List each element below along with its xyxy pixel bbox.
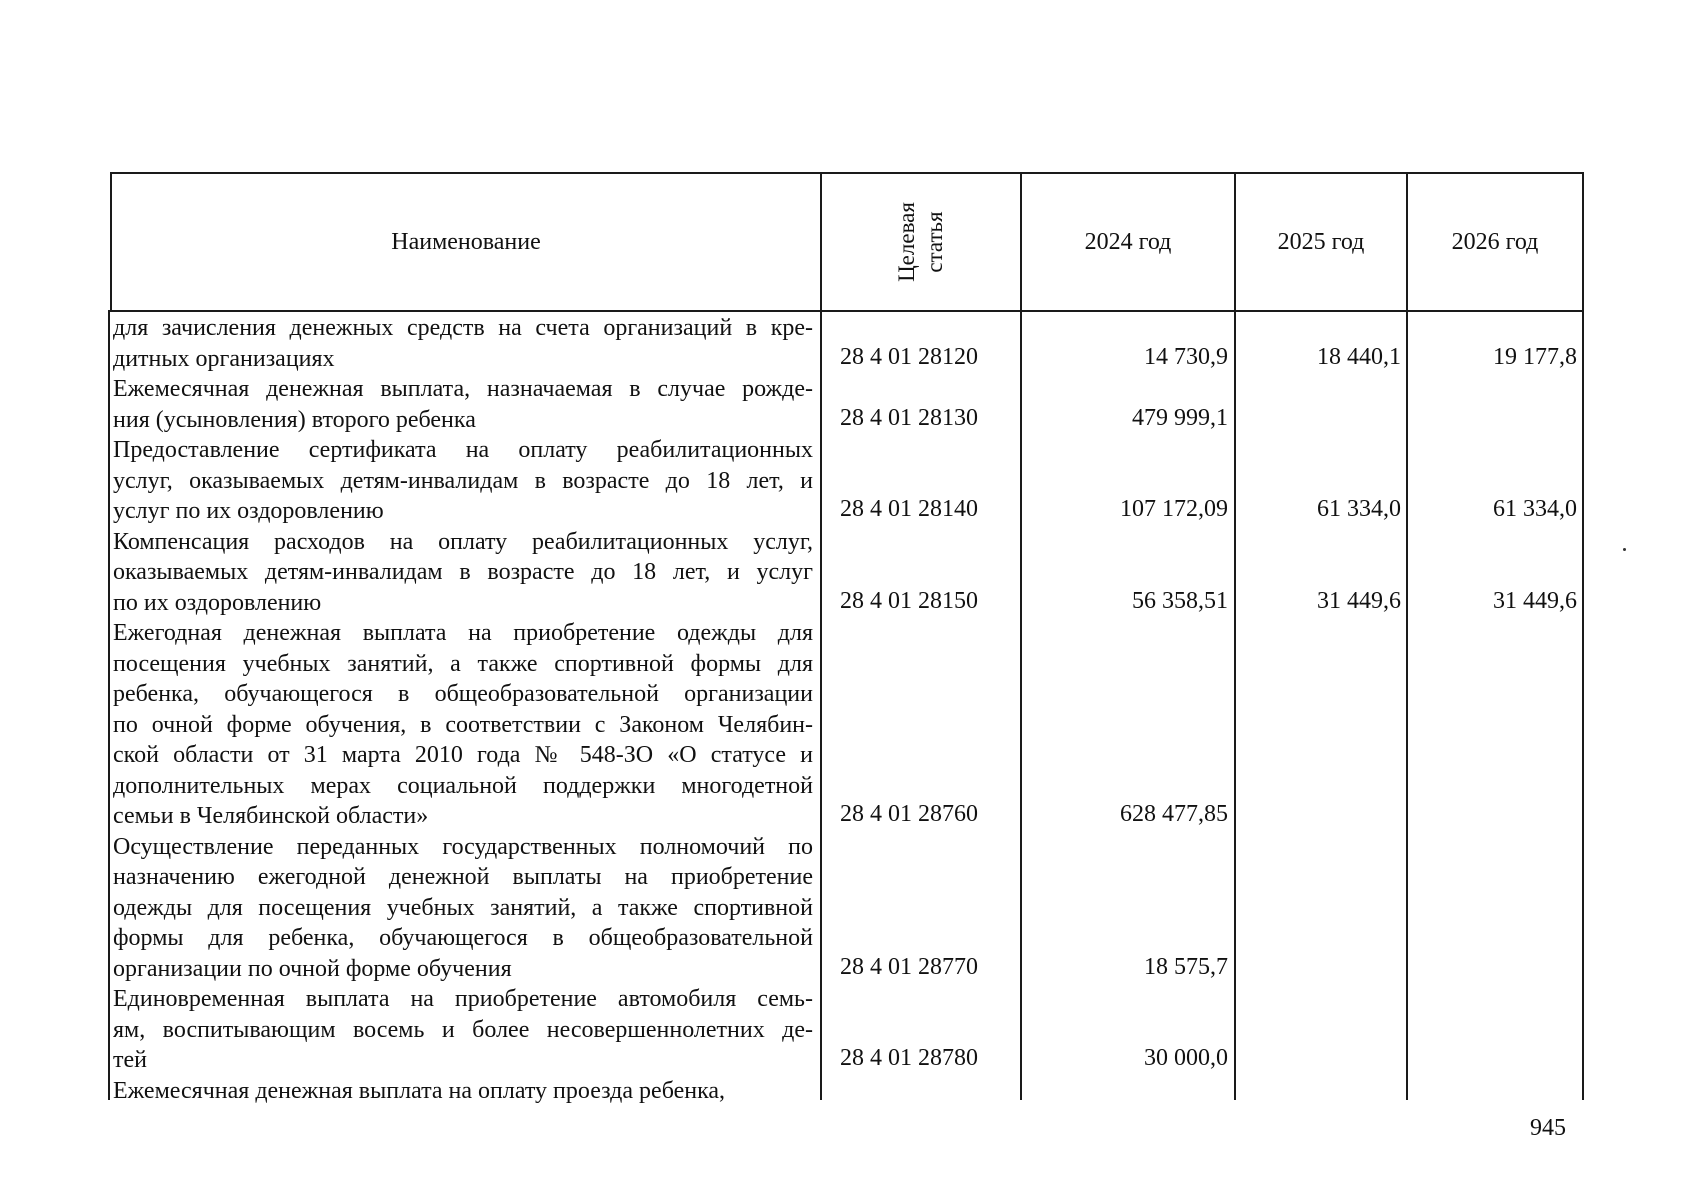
table-row xyxy=(0,313,1682,374)
target-article-code: 28 4 01 28120 xyxy=(840,343,978,370)
header-name: Наименование xyxy=(391,228,541,255)
header-target-article xyxy=(822,174,1020,310)
value-2024: 30 000,0 xyxy=(1144,1045,1228,1071)
table-row xyxy=(0,832,1682,985)
row-name-line: ния (усыновления) второго ребенка xyxy=(113,406,476,433)
target-article-code: 28 4 01 28780 xyxy=(840,1045,978,1071)
table-row xyxy=(0,527,1682,619)
row-name-line: Компенсация расходов на оплату реабилитационных услуг, xyxy=(113,528,813,555)
header-bottom-border xyxy=(110,310,1583,312)
value-2026: 31 449,6 xyxy=(1493,587,1577,614)
row-name-line: ской области от 31 марта 2010 года № 548-ЗО «О статусе и xyxy=(113,742,813,768)
row-name-line: тей xyxy=(113,1047,147,1073)
row-name-line: посещения учебных занятий, а также спортивной формы для xyxy=(113,650,813,677)
row-name-line: Осуществление переданных государственных полномочий по xyxy=(113,833,813,860)
target-article-code: 28 4 01 28760 xyxy=(840,801,978,827)
value-2024: 628 477,85 xyxy=(1120,801,1228,827)
value-2026: 19 177,8 xyxy=(1493,343,1577,370)
value-2025: 18 440,1 xyxy=(1317,343,1401,370)
row-name-line: Предоставление сертификата на оплату реабилитационных xyxy=(113,437,813,463)
row-name-line: ребенка, обучающегося в общеобразовательной организации xyxy=(113,681,813,707)
row-name-line: организации по очной форме обучения xyxy=(113,955,512,982)
value-2025: 61 334,0 xyxy=(1317,496,1401,522)
header-2025: 2025 год xyxy=(1277,228,1365,255)
value-2024: 14 730,9 xyxy=(1144,343,1228,370)
value-2026: 61 334,0 xyxy=(1493,496,1577,522)
value-2025: 31 449,6 xyxy=(1317,587,1401,614)
table-row xyxy=(0,374,1682,435)
row-name-line: дитных организациях xyxy=(113,345,335,372)
row-name-line: Единовременная выплата на приобретение автомобиля семь- xyxy=(113,986,813,1012)
header-target-line1: Целевая xyxy=(893,202,919,282)
row-name-line: Ежемесячная денежная выплата, назначаемая в случае рожде- xyxy=(113,376,813,402)
row-name-line: Ежемесячная денежная выплата на оплату проезда ребенка, xyxy=(113,1077,726,1104)
row-name xyxy=(113,984,813,1076)
row-name xyxy=(113,374,813,435)
row-name xyxy=(113,435,813,527)
row-name-line: дополнительных мерах социальной поддержки многодетной xyxy=(113,772,813,799)
target-article-code: 28 4 01 28150 xyxy=(840,587,978,614)
value-2024: 479 999,1 xyxy=(1132,404,1228,431)
row-name-line: для зачисления денежных средств на счета организаций в кре- xyxy=(113,315,813,341)
row-name-line: по их оздоровлению xyxy=(113,589,322,616)
page-number: 945 xyxy=(1530,1115,1566,1141)
row-name xyxy=(113,1076,813,1107)
scan-speck xyxy=(1623,548,1626,551)
header-2026: 2026 год xyxy=(1451,228,1539,255)
row-name xyxy=(113,313,813,374)
table-row xyxy=(0,984,1682,1076)
target-article-code: 28 4 01 28140 xyxy=(840,496,978,522)
row-name xyxy=(113,618,813,832)
target-article-code: 28 4 01 28770 xyxy=(840,953,978,980)
header-target-line2: статья xyxy=(921,211,947,273)
row-name-line: услуг по их оздоровлению xyxy=(113,498,384,524)
value-2024: 18 575,7 xyxy=(1144,953,1228,980)
row-name-line: Ежегодная денежная выплата на приобретение одежды для xyxy=(113,620,813,646)
row-name xyxy=(113,832,813,985)
row-name-line: по очной форме обучения, в соответствии с Законом Челябин- xyxy=(113,711,813,738)
row-name-line: назначению ежегодной денежной выплаты на приобретение xyxy=(113,864,813,890)
value-2024: 107 172,09 xyxy=(1120,496,1228,522)
row-name-line: семьи в Челябинской области» xyxy=(113,803,429,829)
row-name-line: услуг, оказываемых детям-инвалидам в возрасте до 18 лет, и xyxy=(113,467,813,494)
row-name xyxy=(113,527,813,619)
table-row xyxy=(0,618,1682,832)
header-2024: 2024 год xyxy=(1084,228,1172,255)
row-name-line: формы для ребенка, обучающегося в общеобразовательной xyxy=(113,925,813,951)
row-name-line: одежды для посещения учебных занятий, а также спортивной xyxy=(113,894,813,921)
table-row xyxy=(0,435,1682,527)
row-name-line: оказываемых детям-инвалидам в возрасте до 18 лет, и услуг xyxy=(113,559,813,585)
row-name-line: ям, воспитывающим восемь и более несовершеннолетних де- xyxy=(113,1016,813,1043)
table-row xyxy=(0,1076,1682,1107)
value-2024: 56 358,51 xyxy=(1132,587,1228,614)
target-article-code: 28 4 01 28130 xyxy=(840,404,978,431)
